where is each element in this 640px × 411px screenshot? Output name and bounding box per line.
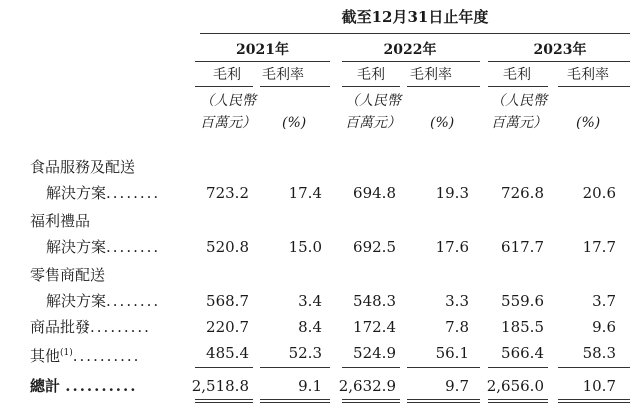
unit-gp-2022-l2: 百萬元）: [345, 115, 401, 131]
cell-gp-2021: 485.4: [206, 344, 249, 362]
row-label: 食品服務及配送: [30, 158, 136, 176]
total-double-rule: [195, 402, 253, 403]
cell-margin-2022: 19.3: [435, 184, 469, 202]
total-double-rule: [407, 399, 480, 400]
dot-leader: ........: [106, 292, 161, 310]
year-rule-2023: [488, 61, 630, 62]
cell-gp-2023: 566.4: [501, 344, 544, 362]
total-margin-2022: 9.7: [445, 377, 469, 395]
subtotal-rule: [195, 367, 253, 368]
col-rule-gp-2023: [488, 86, 548, 87]
row-label-cont: 解決方案: [46, 238, 107, 256]
total-double-rule: [488, 402, 548, 403]
cell-margin-2021: 3.4: [298, 292, 322, 310]
dot-leader: ..........: [65, 377, 138, 395]
cell-margin-2023: 3.7: [592, 292, 616, 310]
cell-margin-2021: 8.4: [298, 318, 322, 336]
total-gp-2022: 2,632.9: [338, 377, 396, 395]
cell-gp-2021: 520.8: [206, 238, 249, 256]
cell-margin-2022: 3.3: [445, 292, 469, 310]
row-label: [30, 344, 140, 365]
cell-gp-2022: 172.4: [353, 318, 396, 336]
row-label: [30, 318, 151, 336]
subtotal-rule: [407, 367, 480, 368]
row-label: [46, 184, 160, 202]
cell-gp-2021: 220.7: [206, 318, 249, 336]
unit-gp-2023-l2: 百萬元）: [491, 115, 547, 131]
cell-margin-2021: 52.3: [288, 344, 322, 362]
unit-margin-2022: (%): [430, 115, 455, 131]
total-double-rule: [260, 402, 330, 403]
row-label: [46, 292, 160, 310]
cell-margin-2023: 58.3: [582, 344, 616, 362]
col-margin-2021: 毛利率: [262, 67, 304, 83]
total-double-rule: [558, 402, 630, 403]
year-2022: 2022年: [383, 42, 437, 58]
cell-gp-2022: 524.9: [353, 344, 396, 362]
cell-margin-2022: 17.6: [435, 238, 469, 256]
total-double-rule: [488, 399, 548, 400]
total-double-rule: [260, 399, 330, 400]
total-double-rule: [195, 399, 253, 400]
col-rule-gp-2021: [195, 86, 253, 87]
col-rule-gp-2022: [342, 86, 400, 87]
unit-margin-2021: (%): [282, 115, 307, 131]
col-rule-margin-2022: [407, 86, 480, 87]
unit-gp-2023-l1: （人民幣: [491, 93, 547, 109]
subtotal-rule: [558, 367, 630, 368]
total-gp-2023: 2,656.0: [486, 377, 544, 395]
cell-margin-2023: 20.6: [582, 184, 616, 202]
unit-gp-2021-l2: 百萬元）: [200, 115, 256, 131]
subtotal-rule: [260, 367, 330, 368]
subtotal-rule: [342, 367, 400, 368]
cell-gp-2023: 185.5: [501, 318, 544, 336]
cell-gp-2022: 548.3: [353, 292, 396, 310]
dot-leader: ........: [106, 238, 161, 256]
total-double-rule: [342, 402, 400, 403]
row-label-cont: 解決方案: [46, 184, 107, 202]
total-label: [30, 377, 137, 395]
cell-margin-2023: 9.6: [592, 318, 616, 336]
cell-margin-2022: 56.1: [435, 344, 469, 362]
cell-gp-2023: 559.6: [501, 292, 544, 310]
dot-leader: ........: [106, 184, 161, 202]
cell-gp-2021: 568.7: [206, 292, 249, 310]
year-rule-2022: [342, 61, 480, 62]
row-label: [46, 238, 160, 256]
subtotal-rule: [488, 367, 548, 368]
caption-rule: [200, 33, 630, 34]
dot-leader: .........: [90, 318, 151, 336]
total-double-rule: [558, 399, 630, 400]
unit-margin-2023: (%): [576, 115, 601, 131]
cell-margin-2021: 15.0: [288, 238, 322, 256]
row-label-cont: 解決方案: [46, 292, 107, 310]
period-caption: 截至12月31日止年度: [341, 8, 489, 26]
row-label-text: 商品批發: [30, 318, 91, 336]
total-double-rule: [342, 399, 400, 400]
cell-margin-2022: 7.8: [445, 318, 469, 336]
row-label-text: 其他: [30, 347, 61, 365]
col-margin-2023: 毛利率: [567, 67, 609, 83]
total-label-text: 總計: [30, 377, 61, 395]
col-gp-2022: 毛利: [357, 67, 385, 83]
year-2023: 2023年: [533, 42, 587, 58]
dot-leader: ..........: [72, 347, 141, 365]
row-label: 零售商配送: [30, 266, 106, 284]
col-rule-margin-2023: [558, 86, 630, 87]
cell-gp-2022: 692.5: [353, 238, 396, 256]
total-margin-2021: 9.1: [298, 377, 322, 395]
unit-gp-2021-l1: （人民幣: [200, 93, 256, 109]
cell-gp-2023: 617.7: [501, 238, 544, 256]
cell-margin-2023: 17.7: [582, 238, 616, 256]
cell-gp-2021: 723.2: [206, 184, 249, 202]
year-rule-2021: [195, 61, 330, 62]
col-gp-2023: 毛利: [503, 67, 531, 83]
row-label: 福利禮品: [30, 212, 91, 230]
unit-gp-2022-l1: （人民幣: [345, 93, 401, 109]
col-rule-margin-2021: [260, 86, 330, 87]
cell-gp-2023: 726.8: [501, 184, 544, 202]
year-2021: 2021年: [236, 42, 289, 58]
total-gp-2021: 2,518.8: [191, 377, 249, 395]
footnote-marker: (1): [60, 348, 73, 358]
col-margin-2022: 毛利率: [410, 67, 452, 83]
col-gp-2021: 毛利: [213, 67, 241, 83]
cell-gp-2022: 694.8: [353, 184, 396, 202]
total-double-rule: [407, 402, 480, 403]
cell-margin-2021: 17.4: [288, 184, 322, 202]
total-margin-2023: 10.7: [582, 377, 616, 395]
